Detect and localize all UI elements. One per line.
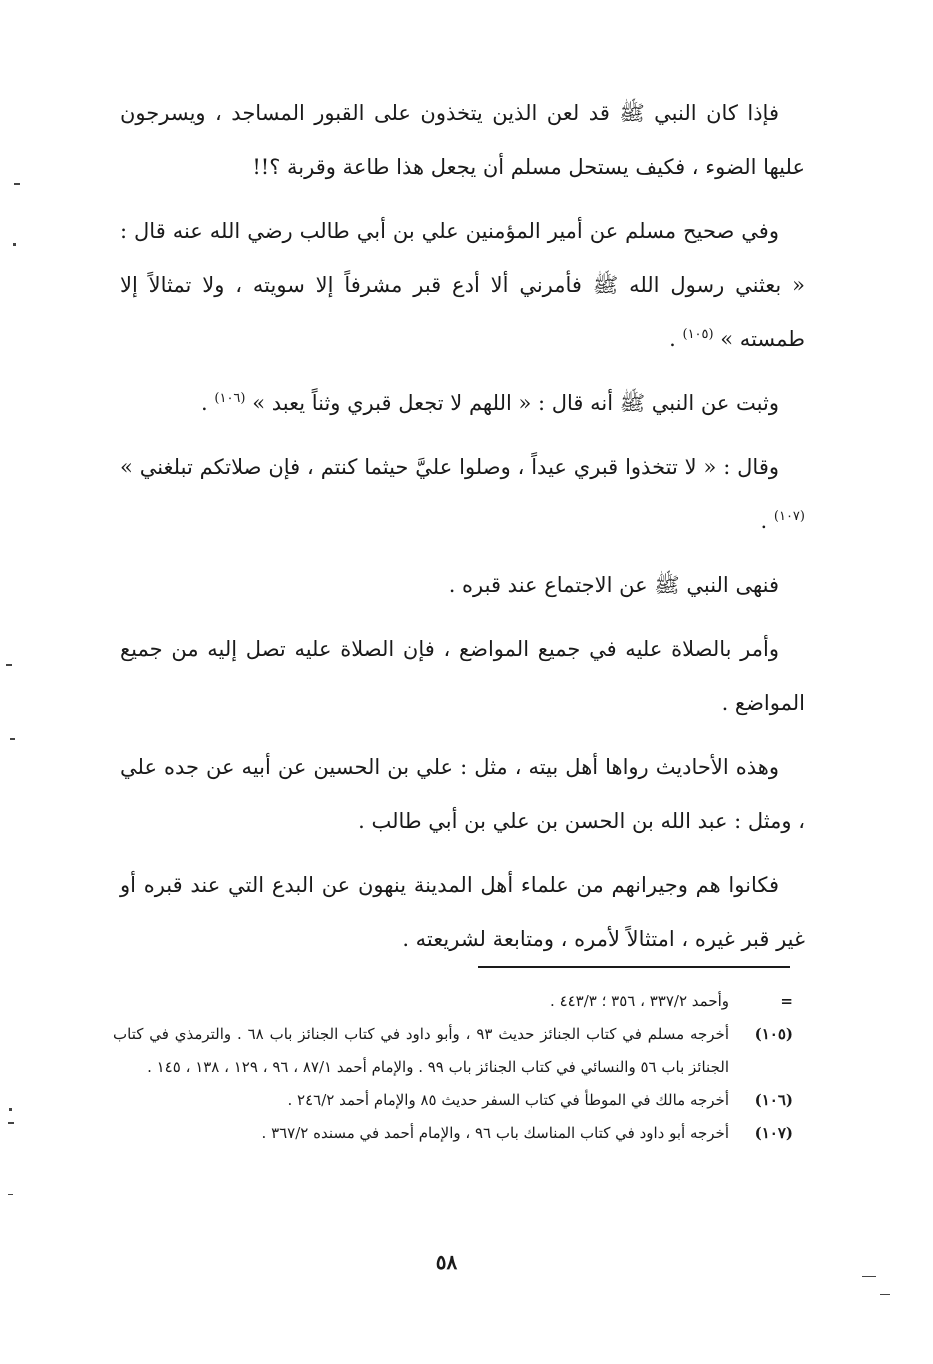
paragraph-1 xyxy=(120,86,805,194)
footnote-105 xyxy=(113,1018,793,1084)
paragraph-4 xyxy=(120,440,805,548)
paragraph-3 xyxy=(120,376,805,430)
scan-mark xyxy=(880,1294,890,1295)
scan-mark xyxy=(8,1194,13,1195)
footnotes xyxy=(113,985,793,1150)
footnote-text: أخرجه مسلم في كتاب الجنائز حديث ٩٣ ، وأبو داود في كتاب الجنائز باب ٦٨ . والترمذي في كتاب الجنائز باب ٥٦ والنسائي في كتاب الجنائز باب ٩٩ . والإمام أحمد ٨٧/١ ، ٩٦ ، ١٢٩ ، ١٣٨ ، ١٤٥ . xyxy=(113,1025,729,1076)
footnote-106 xyxy=(113,1084,793,1117)
paragraph-6 xyxy=(120,622,805,730)
footnote-text: أخرجه مالك في الموطأ في كتاب السفر حديث ٨٥ والإمام أحمد ٢٤٦/٢ . xyxy=(287,1091,729,1109)
paragraph-text: وهذه الأحاديث رواها أهل بيته ، مثل : علي بن الحسين عن أبيه عن جده علي ، ومثل : عبد الله بن الحسن بن علي بن أبي طالب . xyxy=(120,755,805,833)
paragraph-text: فنهى النبي ﷺ عن الاجتماع عند قبره . xyxy=(448,573,779,597)
paragraph-end: . xyxy=(760,509,774,533)
footnote-text: وأحمد ٣٣٧/٢ ، ٣٥٦ ؛ ٤٤٣/٣ . xyxy=(550,992,729,1010)
paragraph-text: فكانوا هم وجيرانهم من علماء أهل المدينة ينهون عن البدع التي عند قبره أو غير قبر غيره ، امتثالاً لأمره ، ومتابعة لشريعته . xyxy=(120,873,805,951)
paragraph-end: . xyxy=(669,327,683,351)
paragraph-8 xyxy=(120,858,805,966)
page-number: ٥٨ xyxy=(435,1250,458,1274)
footnote-number: = xyxy=(780,992,793,1010)
paragraph-end: . xyxy=(201,391,215,415)
footnote-reference: (١٠٥) xyxy=(682,327,714,342)
footnote-divider xyxy=(478,966,790,968)
scan-mark xyxy=(10,738,15,740)
footnote-number: (١٠٦) xyxy=(754,1091,793,1109)
paragraph-5 xyxy=(120,558,805,612)
main-text xyxy=(120,86,805,976)
footnote-107 xyxy=(113,1117,793,1150)
paragraph-text: فإذا كان النبي ﷺ قد لعن الذين يتخذون على القبور المساجد ، ويسرجون عليها الضوء ، فكيف يستحل مسلم أن يجعل هذا طاعة وقربة ؟!! xyxy=(120,101,805,179)
paragraph-text: وقال : « لا تتخذوا قبري عيداً ، وصلوا عليَّ حيثما كنتم ، فإن صلاتكم تبلغني » xyxy=(120,455,779,479)
scan-mark xyxy=(6,664,12,666)
footnote-continuation xyxy=(113,985,793,1018)
footnote-number: (١٠٥) xyxy=(754,1025,793,1043)
paragraph-7 xyxy=(120,740,805,848)
paragraph-text: وفي صحيح مسلم عن أمير المؤمنين علي بن أبي طالب رضي الله عنه قال : « بعثني رسول الله ﷺ فأمرني ألا أدع قبر مشرفاً إلا سويته ، ولا تمثالاً إلا طمسته » xyxy=(120,219,805,351)
scan-mark xyxy=(8,1122,14,1124)
footnote-text: أخرجه أبو داود في كتاب المناسك باب ٩٦ ، والإمام أحمد في مسنده ٣٦٧/٢ . xyxy=(261,1124,729,1142)
scan-mark xyxy=(14,183,20,185)
scan-mark xyxy=(862,1276,876,1277)
footnote-reference: (١٠٦) xyxy=(214,391,246,406)
footnote-number: (١٠٧) xyxy=(754,1124,793,1142)
footnote-reference: (١٠٧) xyxy=(773,509,805,524)
paragraph-text: وثبت عن النبي ﷺ أنه قال : « اللهم لا تجعل قبري وثناً يعبد » xyxy=(252,391,779,415)
scan-mark xyxy=(9,1108,12,1111)
paragraph-text: وأمر بالصلاة عليه في جميع المواضع ، فإن الصلاة عليه تصل إليه من جميع المواضع . xyxy=(120,637,805,715)
scan-mark xyxy=(13,243,16,246)
paragraph-2 xyxy=(120,204,805,366)
